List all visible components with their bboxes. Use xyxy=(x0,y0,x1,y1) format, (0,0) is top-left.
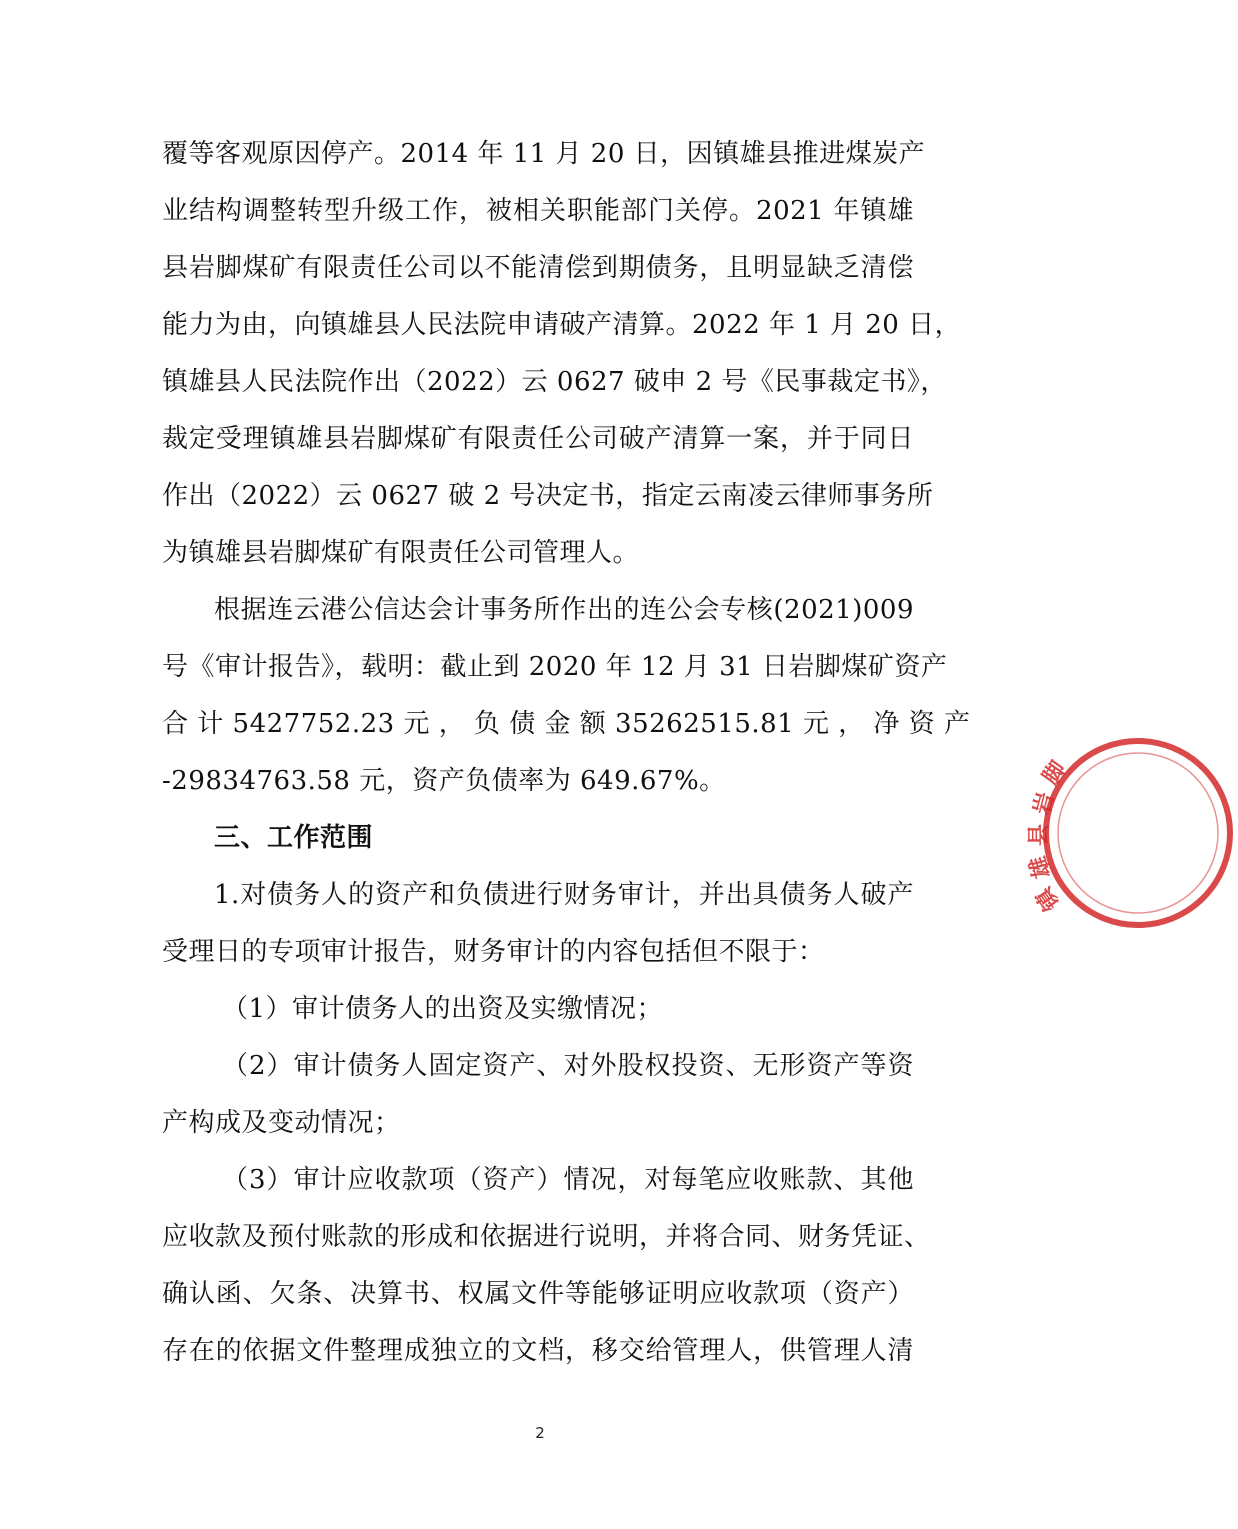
text-line: 号《审计报告》，载明：截止到 2020 年 12 月 31 日岩脚煤矿资产 xyxy=(162,652,948,682)
text-line: 根据连云港公信达会计事务所作出的连公会专核(2021)009 xyxy=(214,595,914,625)
text-line: 县岩脚煤矿有限责任公司以不能清偿到期债务，且明显缺乏清偿 xyxy=(162,253,914,283)
text-line: 存在的依据文件整理成独立的文档，移交给管理人，供管理人清 xyxy=(162,1336,914,1366)
text-line: 1.对债务人的资产和负债进行财务审计，并出具债务人破产 xyxy=(214,880,914,910)
red-seal-stamp xyxy=(1024,738,1080,928)
seal-graphic xyxy=(1024,738,1238,938)
text-line: 确认函、欠条、决算书、权属文件等能够证明应收款项（资产） xyxy=(162,1279,914,1309)
svg-text:岩: 岩 xyxy=(1028,789,1060,818)
text-line: 合 计 5427752.23 元 ， 负 债 金 额 35262515.81 元 ， 净 资 产 xyxy=(162,709,971,739)
page-number: 2 xyxy=(535,1424,545,1442)
svg-text:雄: 雄 xyxy=(1024,853,1056,882)
text-line: 受理日的专项审计报告，财务审计的内容包括但不限于： xyxy=(162,937,825,967)
text-line: 应收款及预付账款的形成和依据进行说明，并将合同、财务凭证、 xyxy=(162,1222,931,1252)
list-item: （3）审计应收款项（资产）情况，对每笔应收账款、其他 xyxy=(222,1165,914,1195)
text-line: -29834763.58 元，资产负债率为 649.67%。 xyxy=(162,766,726,796)
body-text xyxy=(162,126,971,1380)
text-line: 覆等客观原因停产。2014 年 11 月 20 日，因镇雄县推进煤炭产 xyxy=(162,139,926,169)
text-line: 能力为由，向镇雄县人民法院申请破产清算。2022 年 1 月 20 日， xyxy=(162,310,962,340)
list-item: （2）审计债务人固定资产、对外股权投资、无形资产等资 xyxy=(222,1051,914,1081)
section-heading: 三、工作范围 xyxy=(214,823,374,853)
text-line: 产构成及变动情况； xyxy=(162,1108,401,1138)
text-line: 业结构调整转型升级工作，被相关职能部门关停。2021 年镇雄 xyxy=(162,196,914,226)
svg-text:县: 县 xyxy=(1026,823,1052,846)
svg-text:镇: 镇 xyxy=(1030,882,1065,916)
list-item: （1）审计债务人的出资及实缴情况； xyxy=(222,994,664,1024)
text-line: 裁定受理镇雄县岩脚煤矿有限责任公司破产清算一案，并于同日 xyxy=(162,424,914,454)
text-line: 镇雄县人民法院作出（2022）云 0627 破申 2 号《民事裁定书》， xyxy=(162,367,947,397)
text-line: 作出（2022）云 0627 破 2 号决定书，指定云南凌云律师事务所 xyxy=(162,481,934,511)
svg-text:脚: 脚 xyxy=(1037,756,1072,790)
text-line: 为镇雄县岩脚煤矿有限责任公司管理人。 xyxy=(162,538,640,568)
